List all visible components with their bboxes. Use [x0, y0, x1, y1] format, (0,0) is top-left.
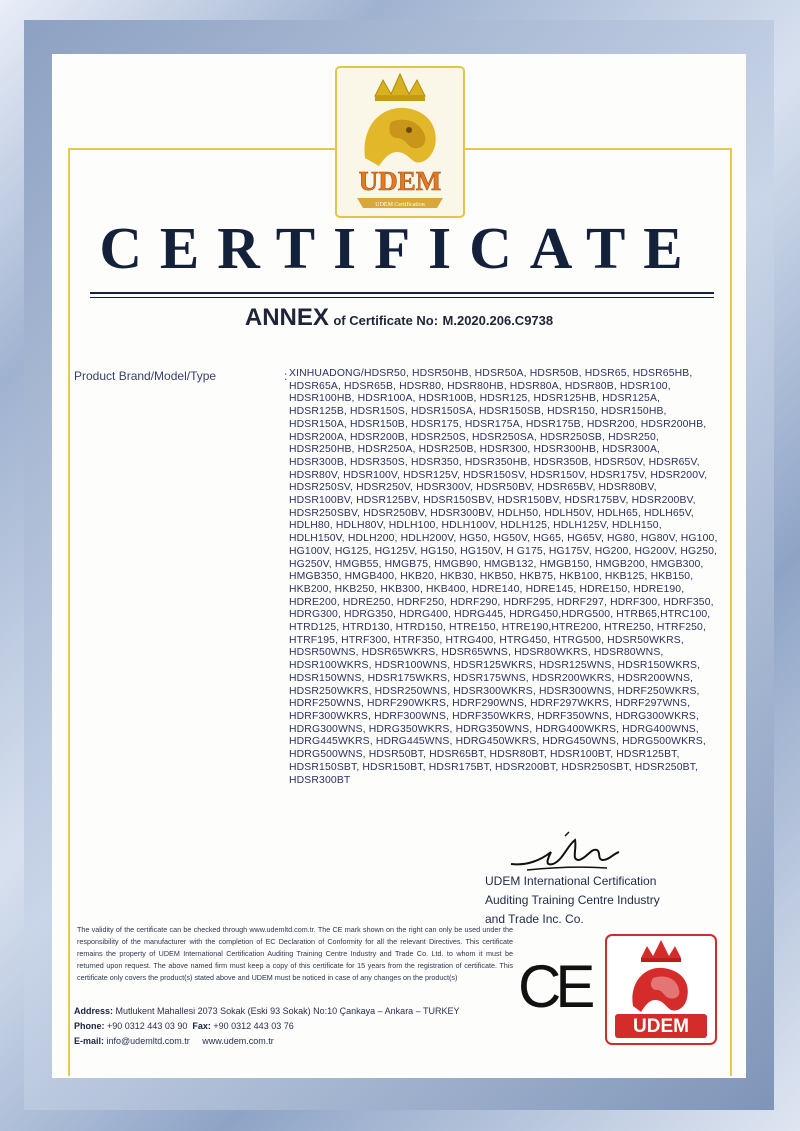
fax-label: Fax: — [192, 1021, 211, 1031]
issuer-block — [485, 872, 660, 929]
certificate-title: CERTIFICATE — [99, 215, 701, 281]
email-value[interactable]: info@udemltd.com.tr — [106, 1036, 190, 1046]
title-rule-thin — [90, 297, 714, 298]
annex-label: ANNEX — [244, 304, 329, 331]
svg-text:UDEM: UDEM — [633, 1016, 689, 1037]
annex-heading — [52, 304, 746, 332]
svg-text:UDEM Certification: UDEM Certification — [375, 202, 425, 208]
issuer-line-2: Auditing Training Centre Industry — [485, 893, 660, 907]
fax-value: +90 0312 443 03 76 — [213, 1021, 294, 1031]
phone-fax-row — [74, 1019, 460, 1034]
udem-logo-bottom — [605, 934, 717, 1045]
title-rule — [90, 292, 714, 294]
phone-value: +90 0312 443 03 90 — [107, 1021, 188, 1031]
certificate-number: M.2020.206.C9738 — [442, 313, 554, 328]
website-link[interactable]: www.udem.com.tr — [202, 1036, 274, 1046]
udem-logo-top — [335, 66, 465, 218]
product-label: Product Brand/Model/Type — [74, 369, 217, 383]
validity-note: The validity of the certificate can be checked through www.udemltd.com.tr. The CE mark shown on the right can only be used under the responsibility of the manufacturer with the completion of EC Declaration of Conformity for all the relevant Directives. This certificate remains the property of UDEM International Certification Auditing Training Centre Industry and Trade Co. Ltd. to whom it must be returned upon request. The above named firm must keep a copy of this certificate for 15 years from the registration of certificate. This certificate only covers the product(s) stated above and UDEM must be noticed in case of any changes on the product(s) — [77, 925, 513, 982]
model-list: XINHUADONG/HDSR50, HDSR50HB, HDSR50A, HDSR50B, HDSR65, HDSR65HB, HDSR65A, HDSR65B, HDSR80, HDSR80HB, HDSR80A, HDSR80B, HDSR100, HDSR100HB, HDSR100A, HDSR100B, HDSR125, HDSR125HB, HDSR125A, HDSR125B, HDSR150S, HDSR150SA, HDSR150SB, HDSR150, HDSR150HB, HDSR150A, HDSR150B, HDSR175, HDSR175A, HDSR175B, HDSR200, HDSR200HB, HDSR200A, HDSR200B, HDSR250S, HDSR250SA, HDSR250SB, HDSR250, HDSR250HB, HDSR250A, HDSR250B, HDSR300, HDSR300HB, HDSR300A, HDSR300B, HDSR350S, HDSR350, HDSR350HB, HDSR350B, HDSR50V, HDSR65V, HDSR80V, HDSR100V, HDSR125V, HDSR150SV, HDSR150V, HDSR175V, HDSR200V, HDSR250SV, HDSR250V, HDSR300V, HDSR50BV, HDSR65BV, HDSR80BV, HDSR100BV, HDSR125BV, HDSR150SBV, HDSR150BV, HDSR175BV, HDSR200BV, HDSR250SBV, HDSR250BV, HDSR300BV, HDLH50, HDLH50V, HDLH65, HDLH65V, HDLH80, HDLH80V, HDLH100, HDLH100V, HDLH125, HDLH125V, HDLH150, HDLH150V, HDLH200, HDLH200V, HG50, HG50V, HG65, HG65V, HG80, HG80V, HG100, HG100V, HG125, HG125V, HG150, HG150V, H G175, HG175V, HG200, HG200V, HG250, HG250V, HMGB55, HMGB75, HMGB90, HMGB132, HMGB150, HMGB200, HMGB300, HMGB350, HMGB400, HKB20, HKB30, HKB50, HKB75, HKB100, HKB125, HKB150, HKB200, HKB250, HKB300, HKB400, HDRE140, HDRE145, HDRE150, HDRE190, HDRE200, HDRE250, HDRF250, HDRF290, HDRF295, HDRF297, HDRF300, HDRF350, HDRG300, HDRG350, HDRG400, HDRG445, HDRG450,HDRG500, HTRB65,HTRC100, HTRD125, HTRD130, HTRD150, HTRE150, HTRE190,HTRE200, HTRE250, HTRF250, HTRF195, HTRF300, HTRF350, HTRG400, HTRG450, HTRG500, HDSR50WKRS, HDSR50WNS, HDSR65WKRS, HDSR65WNS, HDSR80WKRS, HDSR80WNS, HDSR100WKRS, HDSR100WNS, HDSR125WKRS, HDSR125WNS, HDSR150WKRS, HDSR150WNS, HDSR175WKRS, HDSR175WNS, HDSR200WKRS, HDSR200WNS, HDSR250WKRS, HDSR250WNS, HDSR300WKRS, HDSR300WNS, HDRF250WKRS, HDRF250WNS, HDRF290WKRS, HDRF290WNS, HDRF297WKRS, HDRF297WNS, HDRF300WKRS, HDRF300WNS, HDRF350WKRS, HDRF350WNS, HDRG300WKRS, HDRG300WNS, HDRG350WKRS, HDRG350WNS, HDRG400WKRS, HDRG400WNS, HDRG445WKRS, HDRG445WNS, HDRG450WKRS, HDRG450WNS, HDRG500WKRS, HDRG500WNS, HDSR50BT, HDSR65BT, HDSR80BT, HDSR100BT, HDSR125BT, HDSR150SBT, HDSR150BT, HDSR175BT, HDSR200BT, HDSR250SBT, HDSR250BT, HDSR300BT — [289, 368, 718, 786]
phone-label: Phone: — [74, 1021, 105, 1031]
address-row — [74, 1004, 460, 1019]
address-label: Address: — [74, 1006, 114, 1016]
svg-text:UDEM: UDEM — [358, 166, 442, 196]
certificate-paper — [52, 54, 746, 1078]
ce-mark: CE — [518, 953, 590, 1020]
signature — [507, 830, 627, 874]
issuer-line-1: UDEM International Certification — [485, 874, 657, 888]
email-row — [74, 1034, 460, 1049]
annex-cert-prefix: of Certificate No: — [333, 313, 439, 328]
contact-block — [74, 1004, 460, 1049]
address-value: Mutlukent Mahallesi 2073 Sokak (Eski 93 Sokak) No:10 Çankaya – Ankara – TURKEY — [115, 1006, 460, 1016]
issuer-line-3: and Trade Inc. Co. — [485, 912, 584, 926]
email-label: E-mail: — [74, 1036, 105, 1046]
product-colon: : — [284, 369, 288, 383]
